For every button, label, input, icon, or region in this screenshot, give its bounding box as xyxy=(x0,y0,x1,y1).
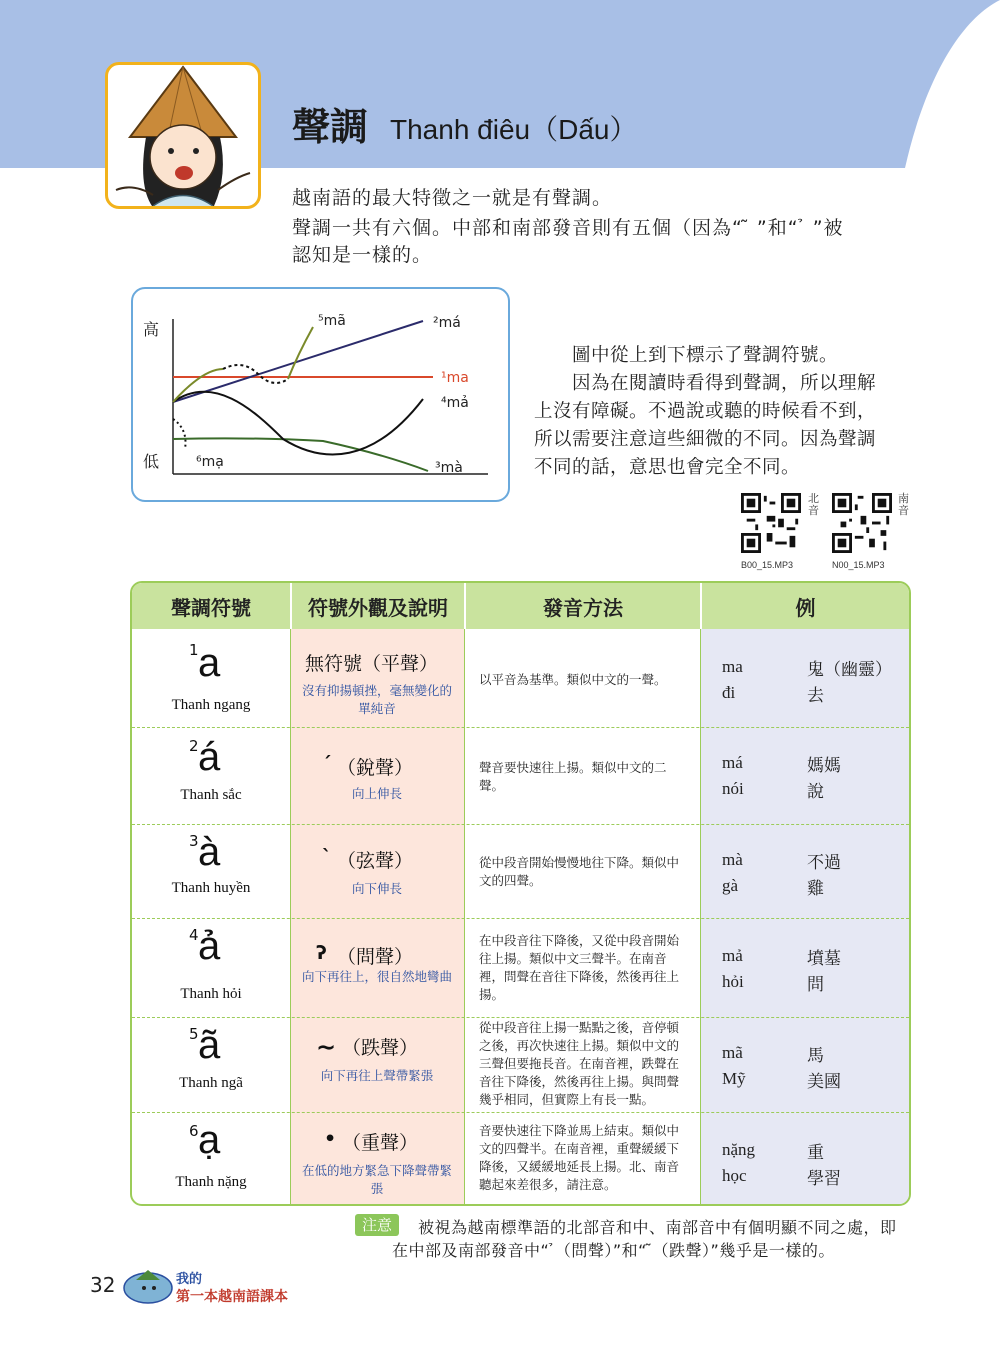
symbol-title: （問聲） xyxy=(337,946,414,968)
example-zh: 馬 xyxy=(807,1046,824,1066)
tone6-label: ⁶mạ xyxy=(196,454,224,470)
example-vi: nặng xyxy=(722,1140,756,1159)
table-row xyxy=(132,1112,909,1206)
qr-code-south[interactable] xyxy=(832,493,892,557)
example-zh: 媽媽 xyxy=(807,756,841,776)
example-zh: 美國 xyxy=(807,1072,841,1092)
symbol-note: 在低的地方緊急下降聲帶緊張 xyxy=(301,1163,452,1196)
tone-chart xyxy=(131,287,510,502)
chart-low-label: 低 xyxy=(143,452,160,471)
tilde-mark-icon: ∼ xyxy=(316,1033,337,1061)
tone-name: Thanh ngang xyxy=(171,697,251,713)
symbol-title: （跌聲） xyxy=(342,1037,419,1059)
chart-high-label: 高 xyxy=(143,320,160,339)
example-vi: nói xyxy=(722,779,744,798)
example-vi: má xyxy=(722,753,743,772)
symbol-title: （弦聲） xyxy=(337,850,414,872)
symbol-note: 向下再往上聲帶緊張 xyxy=(320,1068,434,1083)
tone-table xyxy=(130,581,911,1206)
page-title: 聲調 xyxy=(292,105,369,149)
symbol-title: （重聲） xyxy=(342,1132,419,1154)
header-symbol-description: 符號外觀及說明 xyxy=(290,583,464,629)
intro-line-3: 認知是一樣的。 xyxy=(292,244,433,266)
table-row xyxy=(132,1017,909,1112)
qr-south-side-label: 南音 xyxy=(898,492,909,517)
example-vi: mà xyxy=(722,850,743,869)
tone-name: Thanh nặng xyxy=(175,1174,247,1190)
note-line-2: 在中部及南部發音中“ ̉（問聲）”和“ ̃（跌聲）”幾乎是一樣的。 xyxy=(392,1241,835,1260)
qr-north-file: B00_15.MP3 xyxy=(741,560,794,570)
acute-mark-icon: ˊ xyxy=(322,753,332,775)
book-title-line-1: 我的 xyxy=(176,1272,203,1287)
tone-letter: à xyxy=(198,830,221,874)
mascot-avatar xyxy=(105,62,261,209)
header-tone-symbol: 聲調符號 xyxy=(132,583,290,629)
dot-mark-icon: • xyxy=(324,1128,337,1150)
example-zh: 鬼（幽靈） xyxy=(807,660,892,680)
header-pronunciation: 發音方法 xyxy=(464,583,700,629)
example-vi: mả xyxy=(722,946,743,965)
book-title-line-2: 第一本越南語課本 xyxy=(176,1289,288,1305)
table-row xyxy=(132,727,909,824)
tone-number: 4 xyxy=(189,926,199,944)
note-tag: 注意 xyxy=(355,1214,399,1236)
symbol-title: （銳聲） xyxy=(337,757,414,779)
tone-number: 5 xyxy=(189,1025,199,1043)
tone-letter: ạ xyxy=(198,1118,221,1162)
example-zh: 去 xyxy=(807,686,824,706)
example-vi: Mỹ xyxy=(722,1069,746,1088)
symbol-note: 沒有抑揚頓挫，毫無變化的單純音 xyxy=(301,683,452,716)
example-vi: ma xyxy=(722,657,743,676)
example-zh: 說 xyxy=(807,782,824,802)
tone-letter: á xyxy=(198,735,221,779)
tone2-line xyxy=(173,321,423,402)
tone-name: Thanh ngã xyxy=(179,1075,243,1091)
qr-code-north-icon xyxy=(741,493,801,553)
qr-south-file: N00_15.MP3 xyxy=(832,560,885,570)
header-example: 例 xyxy=(700,583,909,629)
description-p2d: 不同的話，意思也會完全不同。 xyxy=(534,457,801,478)
description-p2a: 因為在閱讀時看得到聲調，所以理解 xyxy=(534,373,877,394)
tone2-label: ²má xyxy=(433,315,461,331)
table-row xyxy=(132,629,909,727)
tone-name: Thanh huyền xyxy=(171,880,251,896)
example-zh: 問 xyxy=(807,975,824,995)
tone-letter: a xyxy=(198,641,221,685)
description-p1: 圖中從上到下標示了聲調符號。 xyxy=(534,345,839,366)
intro-line-2: 聲調一共有六個。中部和南部發音則有五個（因為“ ̃ ”和“ ̉ ”被 xyxy=(292,217,844,239)
tone4-line xyxy=(173,392,423,455)
tone3-label: ³mà xyxy=(435,460,463,476)
tone4-label: ⁴mả xyxy=(441,395,469,411)
example-zh: 墳墓 xyxy=(807,949,841,969)
book-logo-icon xyxy=(122,1266,174,1306)
symbol-title: 無符號（平聲） xyxy=(305,653,439,675)
note-line-1: 被視為越南標準語的北部音和中、南部音中有個明顯不同之處，即 xyxy=(418,1218,897,1237)
example-zh: 不過 xyxy=(807,853,841,873)
tone6-line xyxy=(173,419,186,449)
qr-code-north[interactable] xyxy=(741,493,801,557)
example-zh: 重 xyxy=(807,1143,824,1163)
example-vi: học xyxy=(722,1166,747,1185)
example-zh: 雞 xyxy=(807,879,824,899)
page-number: 32 xyxy=(90,1273,116,1297)
pronunciation-method: 以平音為基準。類似中文的一聲。 xyxy=(479,672,667,687)
example-zh: 學習 xyxy=(807,1169,841,1189)
hook-mark-icon: ʔ xyxy=(316,942,327,964)
pronunciation-method: 在中段音往下降後，又從中段音開始往上揚。類似中文三聲半。在南音裡，問聲在音往下降後，然後再往上揚。 xyxy=(479,933,680,1002)
example-vi: mã xyxy=(722,1043,743,1062)
symbol-note: 向下伸長 xyxy=(351,881,402,896)
tone-letter: ả xyxy=(198,924,221,968)
tone-number: 6 xyxy=(189,1122,199,1140)
pronunciation-method: 聲音要快速往上揚。類似中文的二聲。 xyxy=(479,760,667,793)
tone-letter: ã xyxy=(198,1023,221,1067)
table-row xyxy=(132,824,909,918)
description-p2b: 上沒有障礙。不過說或聽的時候看不到， xyxy=(534,401,877,422)
tone-number: 2 xyxy=(189,737,199,755)
symbol-note: 向下再往上，很自然地彎曲 xyxy=(301,969,452,984)
pronunciation-method: 從中段音開始慢慢地往下降。類似中文的四聲。 xyxy=(479,855,680,888)
qr-north-side-label: 北音 xyxy=(808,492,819,517)
tone-number: 1 xyxy=(189,641,199,659)
description-p2c: 所以需要注意這些細微的不同。因為聲調 xyxy=(534,429,877,450)
symbol-note: 向上伸長 xyxy=(351,786,402,801)
intro-line-1: 越南語的最大特徵之一就是有聲調。 xyxy=(292,187,613,209)
example-vi: đi xyxy=(722,683,736,702)
table-row xyxy=(132,918,909,1017)
pronunciation-method: 音要快速往下降並馬上結束。類似中文的四聲半。在南音裡，重聲緩緩下降後，又緩緩地延長上揚。北、南音聽起來差很多，請注意。 xyxy=(479,1123,680,1192)
tone-number: 3 xyxy=(189,832,199,850)
grave-mark-icon: ˋ xyxy=(322,846,332,868)
tone-name: Thanh hỏi xyxy=(180,986,242,1002)
example-vi: gà xyxy=(722,876,739,895)
page-title-vietnamese: Thanh điêu（Dấu） xyxy=(390,114,638,145)
tone5-label: ⁵mã xyxy=(318,313,346,329)
example-vi: hỏi xyxy=(722,972,744,991)
tone-name: Thanh sắc xyxy=(180,787,242,803)
qr-code-south-icon xyxy=(832,493,892,553)
tone1-label: ¹ma xyxy=(441,370,469,386)
pronunciation-method: 從中段音往上揚一點點之後，音停頓之後，再次快速往上揚。類似中文的三聲但要拖長音。在南音裡，跌聲在音往下降後，然後再往上揚。與問聲幾乎相同，但實際上有長一點。 xyxy=(479,1020,680,1107)
